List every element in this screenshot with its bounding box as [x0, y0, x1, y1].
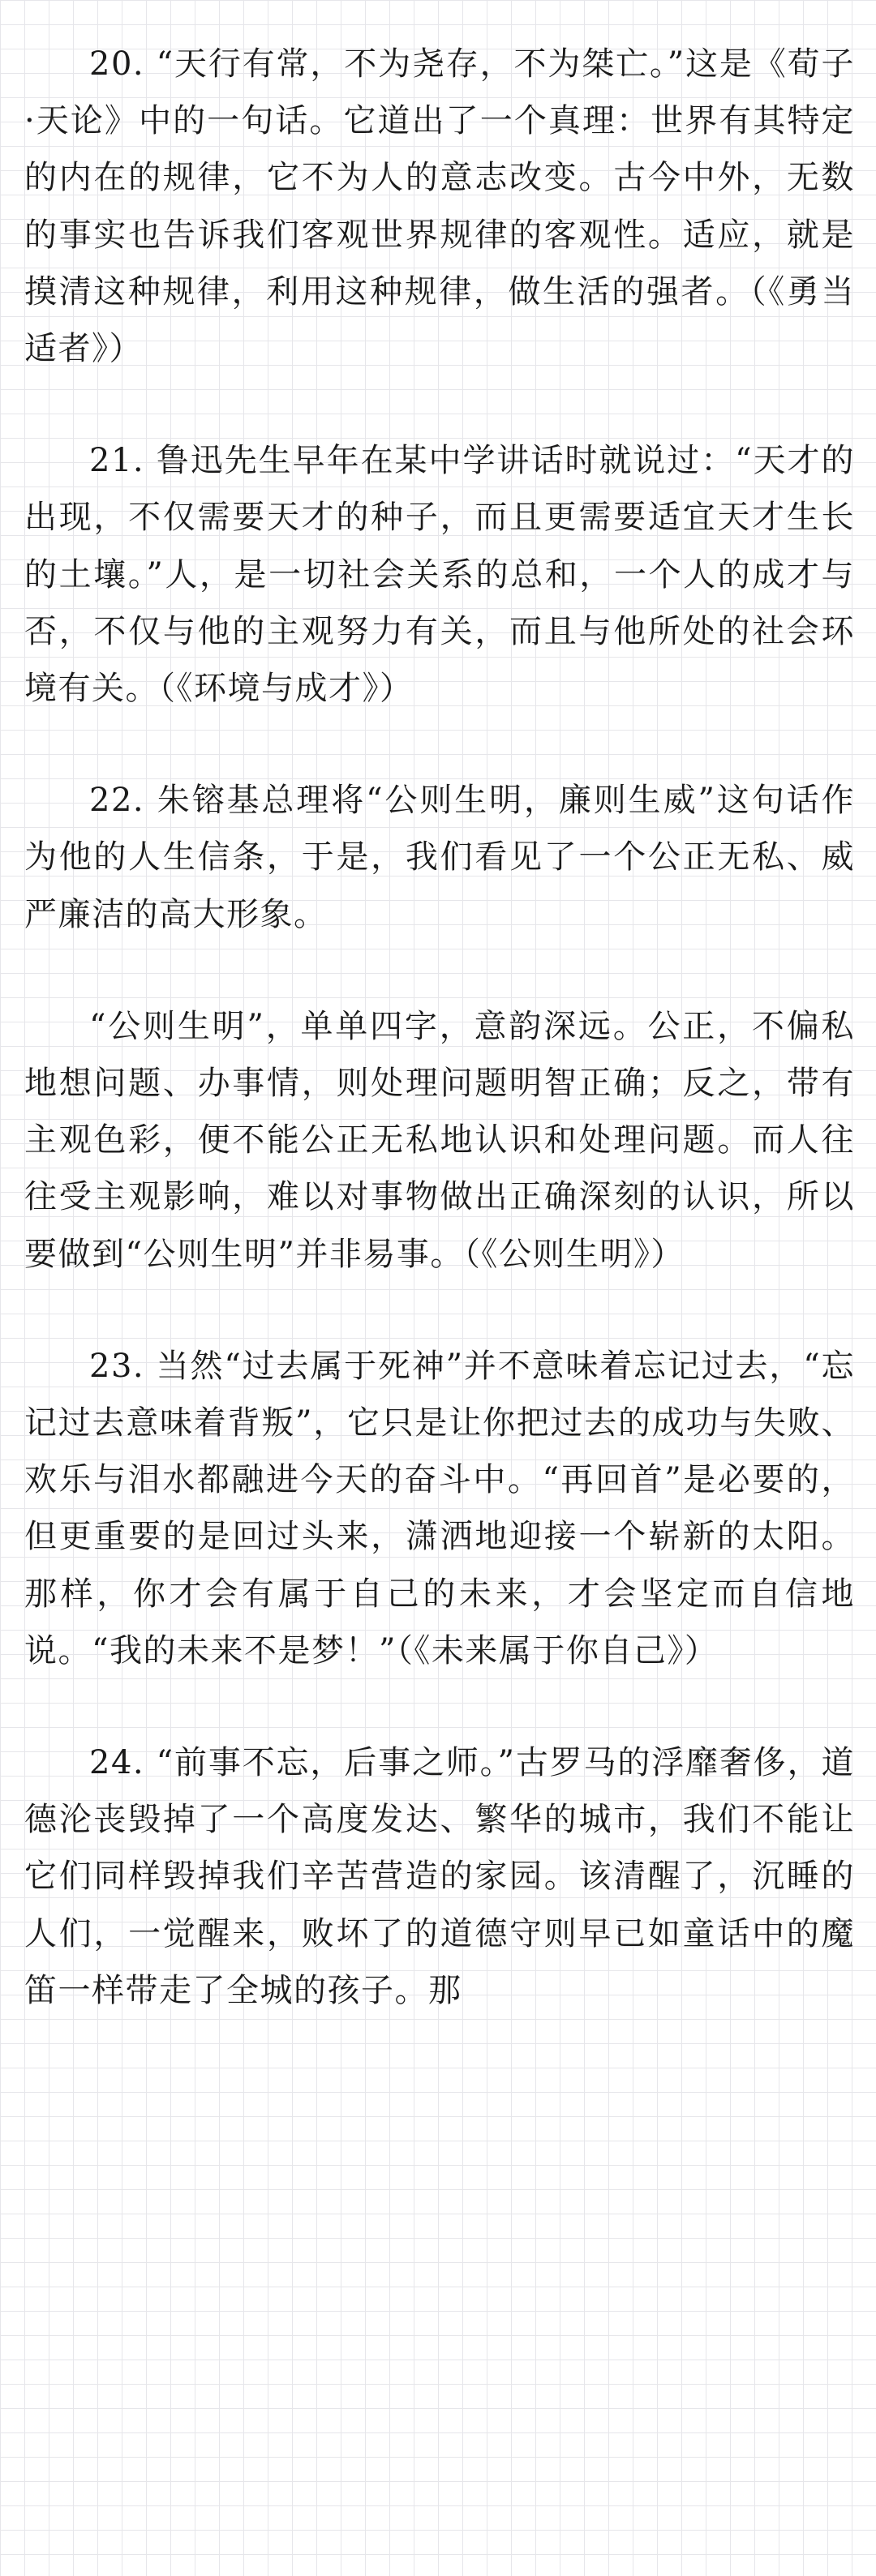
entry-23 — [24, 1338, 855, 1679]
entry-22 — [24, 772, 855, 943]
entry-21-paragraph: 21. 鲁迅先生早年在某中学讲话时就说过：“天才的出现，不仅需要天才的种子，而且更需要适宜天才生长的土壤。”人，是一切社会关系的总和，一个人的成才与否，不仅与他的主观努力有关，而且与他所处的社会环境有关。（《环境与成才》） — [24, 442, 855, 708]
entry-22-continuation-paragraph: “公则生明”，单单四字，意韵深远。公正，不偏私地想问题、办事情，则处理问题明智正确；反之，带有主观色彩，便不能公正无私地认识和处理问题。而人往往受主观影响，难以对事物做出正确深刻的认识，所以要做到“公则生明”并非易事。（《公则生明》） — [24, 1007, 855, 1273]
entry-23-paragraph: 23. 当然“过去属于死神”并不意味着忘记过去，“忘记过去意味着背叛”，它只是让你把过去的成功与失败、欢乐与泪水都融进今天的奋斗中。“再回首”是必要的，但更重要的是回过头来，潇洒地迎接一个崭新的太阳。那样，你才会有属于自己的未来，才会坚定而自信地说。“我的未来不是梦！”（《未来属于你自己》） — [24, 1347, 855, 1669]
entry-22-continuation — [24, 998, 855, 1283]
entry-22-paragraph: 22. 朱镕基总理将“公则生明，廉则生威”这句话作为他的人生信条，于是，我们看见了一个公正无私、威严廉洁的高大形象。 — [24, 782, 855, 933]
entry-24-paragraph: 24. “前事不忘，后事之师。”古罗马的浮靡奢侈，道德沦丧毁掉了一个高度发达、繁华的城市，我们不能让它们同样毁掉我们辛苦营造的家园。该清醒了，沉睡的人们，一觉醒来，败坏了的道德守则早已如童话中的魔笛一样带走了全城的孩子。那 — [24, 1744, 855, 2009]
entry-21 — [24, 432, 855, 717]
entry-20 — [24, 36, 855, 377]
entry-20-paragraph: 20. “天行有常，不为尧存，不为桀亡。”这是《荀子·天论》中的一句话。它道出了一个真理：世界有其特定的内在的规律，它不为人的意志改变。古今中外，无数的事实也告诉我们客观世界规律的客观性。适应，就是摸清这种规律，利用这种规律，做生活的强者。（《勇当适者》） — [24, 45, 855, 368]
entry-24 — [24, 1734, 855, 2019]
